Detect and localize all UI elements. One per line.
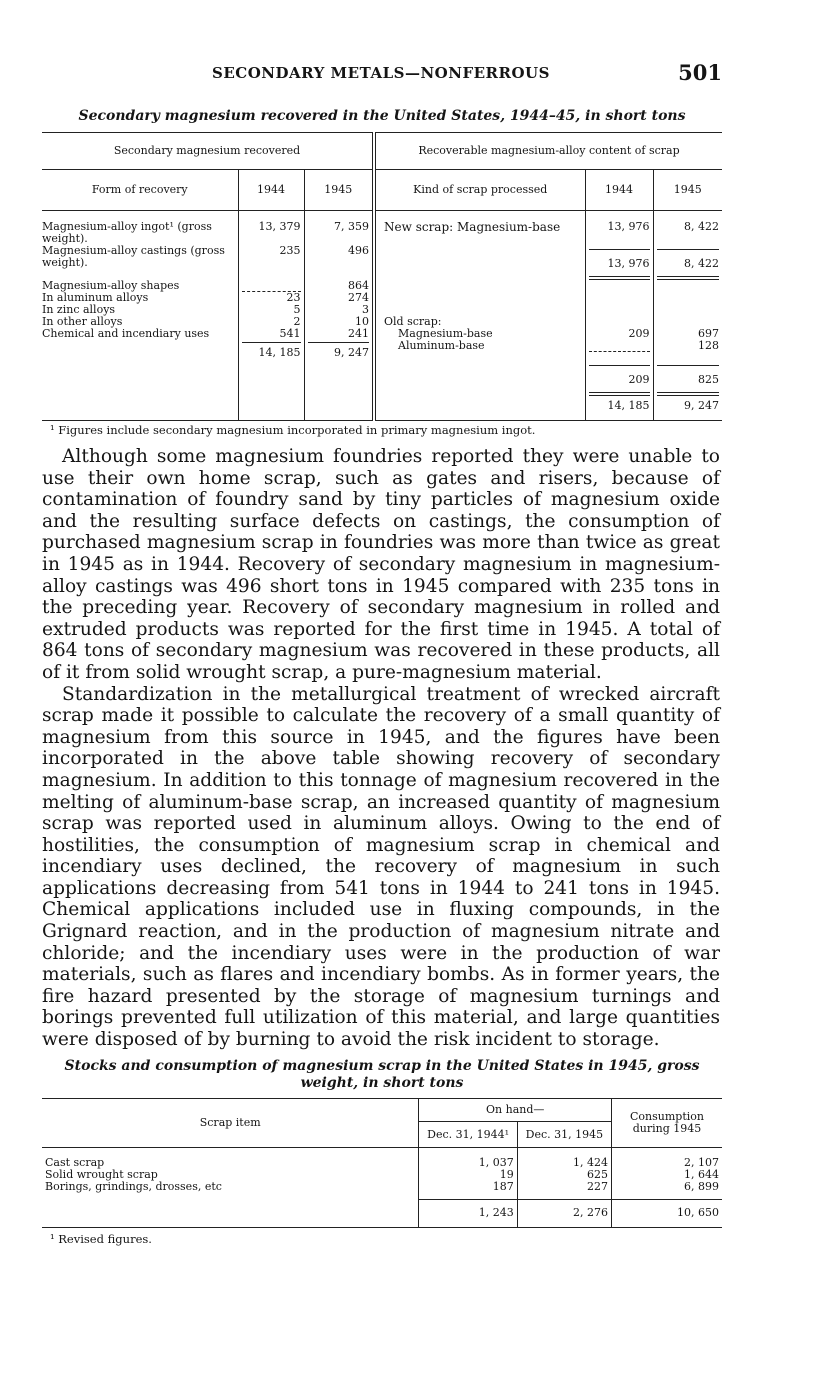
table-row-label: Magnesium-base — [374, 328, 585, 340]
table-cell: 10 — [304, 316, 374, 328]
col-right-1944: 1944 — [585, 170, 653, 211]
right-section-header: Recoverable magnesium-alloy content of scrap — [374, 133, 722, 170]
table-cell: 14, 185 — [242, 342, 301, 359]
table-cell: 241 — [304, 328, 374, 340]
table-cell: 8, 422 — [657, 249, 720, 280]
table-cell: 9, 247 — [653, 396, 722, 421]
magnesium-scrap-stocks-table — [42, 1098, 722, 1228]
table-cell: 2 — [238, 316, 304, 328]
col-left-1945: 1945 — [304, 170, 374, 211]
table-row-label: Old scrap: — [374, 316, 585, 328]
table-cell: 1, 243 — [419, 1200, 517, 1228]
col-kind-of-scrap: Kind of scrap processed — [374, 170, 585, 211]
table-cell: 697 — [653, 328, 722, 340]
table-row-label: Magnesium-alloy ingot¹ (gross weight). — [42, 220, 212, 245]
table-cell: 5 — [238, 304, 304, 316]
table-cell: 274 — [304, 292, 374, 304]
table-row-label: In zinc alloys — [42, 303, 116, 316]
table-cell: 13, 976 — [589, 249, 650, 280]
table-cell: 13, 976 — [585, 211, 653, 246]
table-cell: 6, 899 — [684, 1180, 719, 1193]
table-cell: 14, 185 — [585, 396, 653, 421]
table-cell: 235 — [238, 245, 304, 280]
table-cell: 3 — [304, 304, 374, 316]
left-section-header: Secondary magnesium recovered — [42, 133, 374, 170]
table-cell: 19 — [499, 1168, 514, 1181]
table-row-label: Aluminum-base — [374, 340, 585, 359]
table-cell: 209 — [589, 365, 650, 396]
table-cell: 8, 422 — [653, 211, 722, 246]
running-title: SECONDARY METALS—NONFERROUS — [212, 64, 550, 82]
col-dec-1944: Dec. 31, 1944¹ — [419, 1122, 517, 1148]
table1-footnote: ¹ Figures include secondary magnesium incorporated in primary magnesium ingot. — [50, 423, 536, 437]
page-header — [42, 62, 722, 86]
table-cell: 541 — [238, 328, 304, 340]
table-cell: 1, 644 — [684, 1168, 719, 1181]
col-left-1944: 1944 — [238, 170, 304, 211]
table-cell: 23 — [238, 292, 304, 304]
table-cell: 10, 650 — [612, 1200, 723, 1228]
col-right-1945: 1945 — [653, 170, 722, 211]
table-row-label: Magnesium-alloy castings (gross weight). — [42, 244, 225, 269]
body-text — [42, 446, 720, 1051]
table-cell: 227 — [587, 1180, 608, 1193]
table-row-label: Magnesium-alloy shapes — [42, 279, 180, 292]
table-row-label: In aluminum alloys — [42, 291, 149, 304]
col-consumption: Consumption during 1945 — [612, 1099, 723, 1148]
table-cell — [589, 340, 650, 352]
table-cell: 1, 037 — [478, 1156, 514, 1169]
table-row-label: New scrap: Magnesium-base — [374, 211, 585, 246]
table-cell: 864 — [304, 280, 374, 292]
table-cell: 9, 247 — [308, 342, 370, 359]
table-cell: 496 — [304, 245, 374, 280]
col-dec-1945: Dec. 31, 1945 — [517, 1122, 611, 1148]
table-row-label: Borings, grindings, drosses, etc — [45, 1180, 222, 1193]
table-cell: 13, 379 — [238, 211, 304, 246]
table-cell: 187 — [492, 1180, 514, 1193]
paragraph: Although some magnesium foundries reported they were unable to use their own home scrap, such as gates and risers, because of contamination of foundry sand by tiny particles of magnesium oxide and the resulting surface defects on castings, the consumption of purchased magnesium scrap in foundries was more than twice as great in 1945 as in 1944. Recovery of secondary magnesium in magnesium-alloy castings was 496 short tons in 1945 compared with 235 tons in the preceding year. Recovery of secondary magnesium in rolled and extruded products was reported for the first time in 1945. A total of 864 tons of secondary magnesium was recovered in these products, all of it from solid wrought scrap, a pure-magnesium material. — [42, 446, 720, 683]
table2-caption-line2: weight, in short tons — [300, 1075, 464, 1091]
table-cell: 128 — [653, 340, 722, 359]
page-number: 501 — [678, 60, 722, 85]
table-row-label: Chemical and incendiary uses — [42, 327, 210, 340]
table-row-label: Solid wrought scrap — [45, 1168, 158, 1181]
table2-caption-line1: Stocks and consumption of magnesium scrap in the United States in 1945, gross — [64, 1058, 700, 1074]
table-cell: 2, 276 — [517, 1200, 611, 1228]
table2-caption — [42, 1058, 722, 1092]
table-cell: 1, 424 — [573, 1156, 608, 1169]
col-on-hand: On hand— — [419, 1099, 612, 1122]
table-cell: 625 — [587, 1168, 608, 1181]
table-cell: 2, 107 — [684, 1156, 719, 1169]
table-cell: 7, 359 — [304, 211, 374, 246]
table2-footnote: ¹ Revised figures. — [50, 1232, 152, 1246]
table-row-label: In other alloys — [42, 315, 123, 328]
table-cell: 209 — [585, 328, 653, 340]
table-cell: 825 — [657, 365, 720, 396]
table1-caption: Secondary magnesium recovered in the United States, 1944–45, in short tons — [78, 108, 686, 124]
col-scrap-item: Scrap item — [42, 1099, 419, 1148]
table-row-label: Cast scrap — [45, 1156, 105, 1169]
col-form-of-recovery: Form of recovery — [42, 170, 238, 211]
paragraph: Standardization in the metallurgical treatment of wrecked aircraft scrap made it possible to calculate the recovery of a small quantity of magnesium from this source in 1945, and the figures have been incorporated in the above table showing recovery of secondary magnesium. In addition to this tonnage of magnesium recovered in the melting of aluminum-base scrap, an increased quantity of magnesium scrap was reported used in aluminum alloys. Owing to the end of hostilities, the consumption of magnesium scrap in chemical and incendiary uses declined, the recovery of magnesium in such applications decreasing from 541 tons in 1944 to 241 tons in 1945. Chemical applications included use in fluxing compounds, in the Grignard reaction, and in the production of magnesium nitrate and chloride; and the incendiary uses were in the production of war materials, such as flares and incendiary bombs. As in former years, the fire hazard presented by the storage of magnesium turnings and borings prevented full utilization of this material, and large quantities were disposed of by burning to avoid the risk incident to storage. — [42, 683, 720, 1051]
magnesium-recovery-table — [42, 132, 722, 421]
